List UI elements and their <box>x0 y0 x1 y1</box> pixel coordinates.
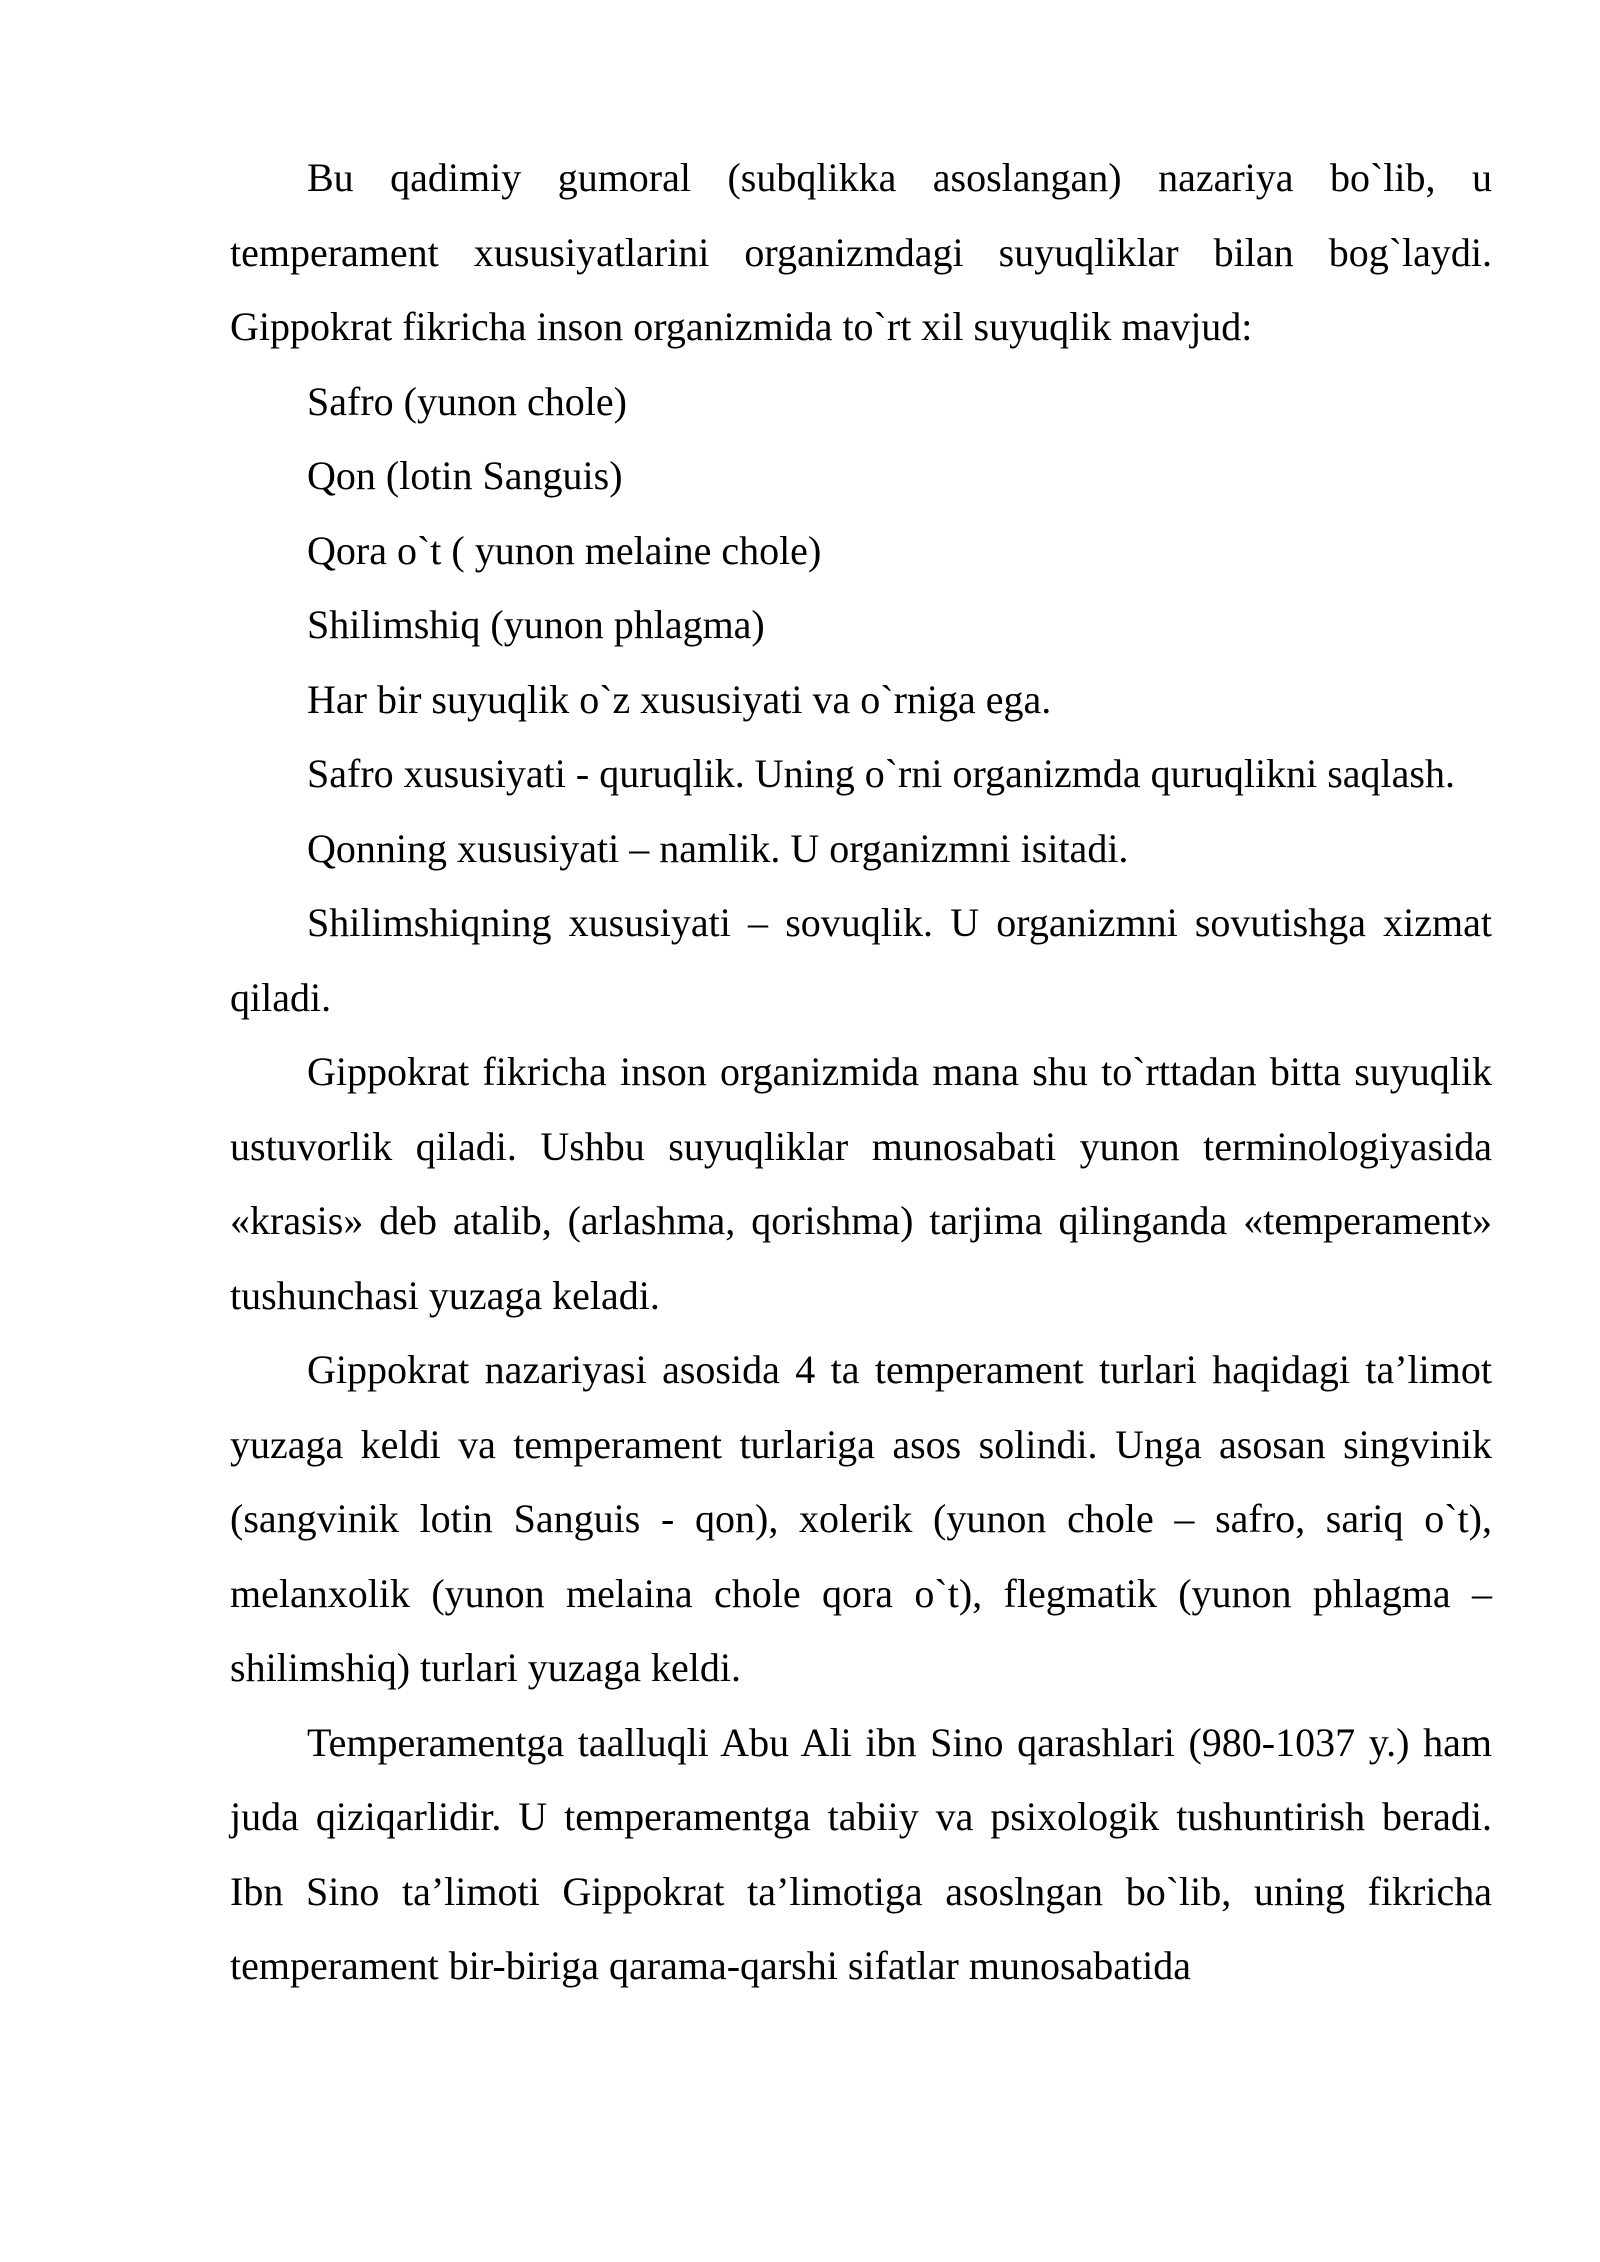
paragraph-safro-property: Safro xususiyati - quruqlik. Uning o`rni organizmda quruqlikni saqlash. <box>307 751 1455 796</box>
paragraph-qon-property: Qonning xususiyati – namlik. U organizmni isitadi. <box>307 825 1129 871</box>
list-item-qon: Qon (lotin Sanguis) <box>307 453 623 498</box>
paragraph-krasis: Gippokrat fikricha inson organizmida mana shu to`rttadan bitta suyuqlik ustuvorlik qiladi. Ushbu suyuqliklar munosabati yunon terminologiyasida «krasis» deb atalib, (arlashma, qorishma) tarjima qilinganda «temperament» tushunchasi yuzaga keladi. <box>230 1049 1512 1318</box>
paragraph-shilimshiq-property: Shilimshiqning xususiyati – sovuqlik. U organizmni sovutishga xizmat qiladi. <box>230 900 1502 1020</box>
document-page <box>230 141 1512 2004</box>
list-item-qora-ot: Qora o`t ( yunon melaine chole) <box>307 527 822 573</box>
paragraph-ibn-sino: Temperamentga taalluqli Abu Ali ibn Sino qarashlari (980-1037 y.) ham juda qiziqarlidir. U temperamentga tabiiy va psixologik tushuntirish beradi. Ibn Sino ta’limoti Gippokrat ta’limotiga asoslngan bo`lib, uning fikricha temperament bir-biriga qarama-qarshi sifatlar munosabatida <box>230 1719 1502 1988</box>
list-item-safro: Safro (yunon chole) <box>307 378 627 424</box>
paragraph-each-fluid: Har bir suyuqlik o`z xususiyati va o`rniga ega. <box>307 676 1052 722</box>
paragraph-intro: Bu qadimiy gumoral (subqlikka asoslangan) nazariya bo`lib, u temperament xususiyatlarini organizmdagi suyuqliklar bilan bog`laydi. Gippokrat fikricha inson organizmida to`rt xil suyuqlik mavjud: <box>230 155 1502 349</box>
paragraph-temperament-types: Gippokrat nazariyasi asosida 4 ta temperament turlari haqidagi ta’limot yuzaga keldi va temperament turlariga asos solindi. Unga asosan singvinik (sangvinik lotin Sanguis - qon), xolerik (yunon chole – safro, sariq o`t), melanxolik (yunon melaina chole qora o`t), flegmatik (yunon phlagma – shilimshiq) turlari yuzaga keldi. <box>230 1347 1502 1690</box>
list-item-shilimshiq: Shilimshiq (yunon phlagma) <box>307 602 765 647</box>
